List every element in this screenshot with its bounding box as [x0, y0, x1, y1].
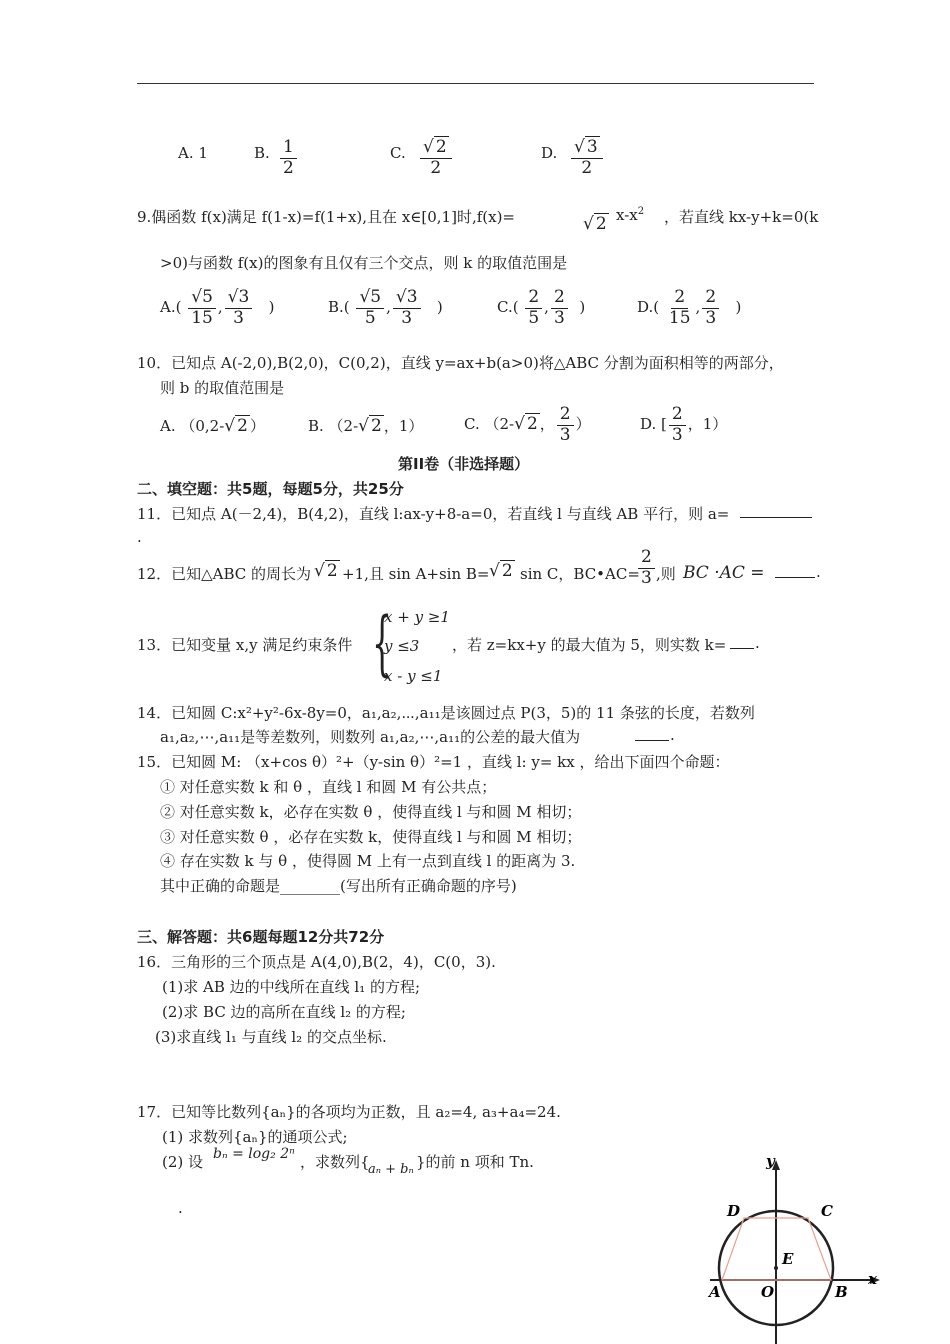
label-B: B: [835, 1283, 848, 1301]
q13-blank: [730, 636, 754, 649]
q9-option-a: A.( $\frac{√5}{15}$ , $\frac{√3}{3}$ ): [160, 287, 275, 328]
q12-text-a: 12．已知△ABC 的周长为: [137, 565, 312, 583]
section-2-title: 第II卷（非选择题）: [398, 455, 530, 473]
q10-line2: 则 b 的取值范围是: [160, 379, 285, 397]
q15-line1: 15．已知圆 M: （x+cos θ）²+（y-sin θ）²=1 ，直线 l: y= kx ，给出下面四个命题：: [137, 753, 730, 771]
q17-item-2-a: (2) 设: [162, 1153, 204, 1171]
q10-option-d: D. [ $\frac{2}{3}$ ，1）: [640, 404, 728, 445]
q15-item-1: ① 对任意实数 k 和 θ ，直线 l 和圆 M 有公共点；: [160, 778, 497, 796]
q15-item-3: ③ 对任意实数 θ ，必存在实数 k，使得直线 l 与和圆 M 相切；: [160, 828, 582, 846]
q12-end: .: [816, 563, 821, 581]
q9-option-b: B.( $\frac{√5}{5}$ , $\frac{√3}{3}$ ): [328, 287, 443, 328]
q17-item-2-c: }的前 n 项和 Tn.: [416, 1153, 534, 1171]
q8-option-c-label: C.: [390, 144, 406, 162]
q14-line2: a₁,a₂,⋯,a₁₁是等差数列，则数列 a₁,a₂,⋯,a₁₁的公差的最大值为: [160, 728, 581, 746]
q15-last: 其中正确的命题是________(写出所有正确命题的序号): [160, 877, 517, 895]
q14-blank: [635, 728, 669, 741]
q12-fraction: $\frac{2}{3}$: [638, 548, 655, 588]
q17-item-2-b: ，求数列{: [300, 1153, 370, 1171]
q16-line1: 16．三角形的三个顶点是 A(4,0),B(2，4)，C(0，3).: [137, 953, 496, 971]
q12-sqrt-1: √ 2: [314, 561, 338, 581]
q13-constraint-system: [372, 603, 452, 689]
q8-option-b-label: B.: [254, 144, 270, 162]
label-C: C: [821, 1202, 833, 1220]
q14-end: .: [670, 726, 675, 744]
label-D: D: [727, 1202, 741, 1220]
label-E: E: [782, 1250, 794, 1268]
q17-line1: 17．已知等比数列{aₙ}的各项均为正数，且 a₂=4, a₃+a₄=24.: [137, 1103, 561, 1121]
q8-option-c-fraction: $\frac{√ 2}{2}$: [420, 138, 452, 178]
q13-constraint-3: x - y ≤1: [384, 667, 443, 685]
q9-line1-c: ，若直线 kx-y+k=0(k: [664, 208, 819, 226]
section-2-heading: 二、填空题：共5题，每题5分，共25分: [137, 480, 404, 498]
q15-item-4: ④ 存在实数 k 与 θ ，使得圆 M 上有一点到直线 l 的距离为 3.: [160, 852, 576, 870]
q12-text-d: ,则: [656, 565, 676, 583]
header-rule: [137, 83, 814, 84]
q8-option-b-fraction: $\frac{1}{2}$: [280, 138, 297, 178]
q12-vector-expr: BC ·AC =: [683, 563, 765, 583]
q10-option-c: C. （2-√ 2 ， $\frac{2}{3}$ ）: [464, 404, 591, 445]
section-3-heading: 三、解答题：共6题每题12分共72分: [137, 928, 385, 946]
q11-dot: .: [137, 528, 142, 546]
q10-option-a: A. （0,2-√ 2 ）: [160, 416, 265, 436]
q10-option-b: B. （2-√ 2 ，1）: [308, 416, 424, 436]
q12-sqrt-2: √ 2: [489, 561, 513, 581]
q13-text-a: 13．已知变量 x,y 满足约束条件: [137, 636, 353, 654]
q10-line1: 10．已知点 A(-2,0),B(2,0)，C(0,2)，直线 y=ax+b(a>0)将△ABC 分割为面积相等的两部分，: [137, 354, 784, 372]
q15-item-2: ② 对任意实数 k，必存在实数 θ ，使得直线 l 与和圆 M 相切；: [160, 803, 582, 821]
q12-text-b: +1,且 sin A+sin B=: [342, 565, 490, 583]
q8-option-d-fraction: $\frac{√ 3}{2}$: [571, 138, 603, 178]
center-point-E: [774, 1266, 778, 1270]
q14-line1: 14．已知圆 C:x²+y²-6x-8y=0，a₁,a₂,⋯,a₁₁是该圆过点 P(3，5)的 11 条弦的长度，若数列: [137, 704, 755, 722]
q11-blank: [740, 503, 812, 518]
q12-text-c: sin C，BC•AC=: [520, 565, 640, 583]
label-x: x: [868, 1270, 877, 1288]
q17-dot: .: [178, 1199, 183, 1217]
label-y: y: [766, 1152, 775, 1170]
q13-constraint-1: x + y ≥1: [384, 608, 450, 626]
q16-item-3: (3)求直线 l₁ 与直线 l₂ 的交点坐标.: [155, 1028, 387, 1046]
q13-brace: {: [372, 602, 393, 684]
q9-sqrt: √ 2: [583, 214, 607, 234]
q17-bn-formula: bₙ = log₂ 2ⁿ: [213, 1146, 295, 1162]
q16-item-2: (2)求 BC 边的高所在直线 l₂ 的方程;: [162, 1003, 406, 1021]
q11-text: 11．已知点 A(－2,4)，B(4,2)，直线 l:ax-y+8-a=0，若直线 l 与直线 AB 平行，则 a=: [137, 505, 730, 523]
label-A: A: [709, 1283, 721, 1301]
q16-item-1: (1)求 AB 边的中线所在直线 l₁ 的方程;: [162, 978, 421, 996]
q13-end: .: [755, 634, 760, 652]
q9-option-c: C.( $\frac{2}{5}$ , $\frac{2}{3}$ ): [497, 287, 586, 328]
q9-line1-b: $x-x^2$: [616, 206, 645, 224]
q9-line2: >0)与函数 f(x)的图象有且仅有三个交点，则 k 的取值范围是: [160, 254, 568, 272]
q8-option-a: A. 1: [178, 144, 208, 162]
q17-sum-term: aₙ + bₙ: [368, 1162, 414, 1177]
q13-constraint-2: y ≤3: [384, 637, 420, 655]
circle-figure: [700, 1150, 890, 1344]
q17-item-1: (1) 求数列{aₙ}的通项公式;: [162, 1128, 348, 1146]
q8-option-d-label: D.: [541, 144, 558, 162]
q12-blank: [775, 565, 815, 578]
label-O: O: [761, 1283, 775, 1301]
q13-text-b: ，若 z=kx+y 的最大值为 5，则实数 k=: [452, 636, 727, 654]
q9-line1-a: 9.偶函数 f(x)满足 f(1-x)=f(1+x),且在 x∈[0,1]时,f(x)=: [137, 208, 515, 226]
q9-option-d: D.( $\frac{2}{15}$ , $\frac{2}{3}$ ): [637, 287, 742, 328]
